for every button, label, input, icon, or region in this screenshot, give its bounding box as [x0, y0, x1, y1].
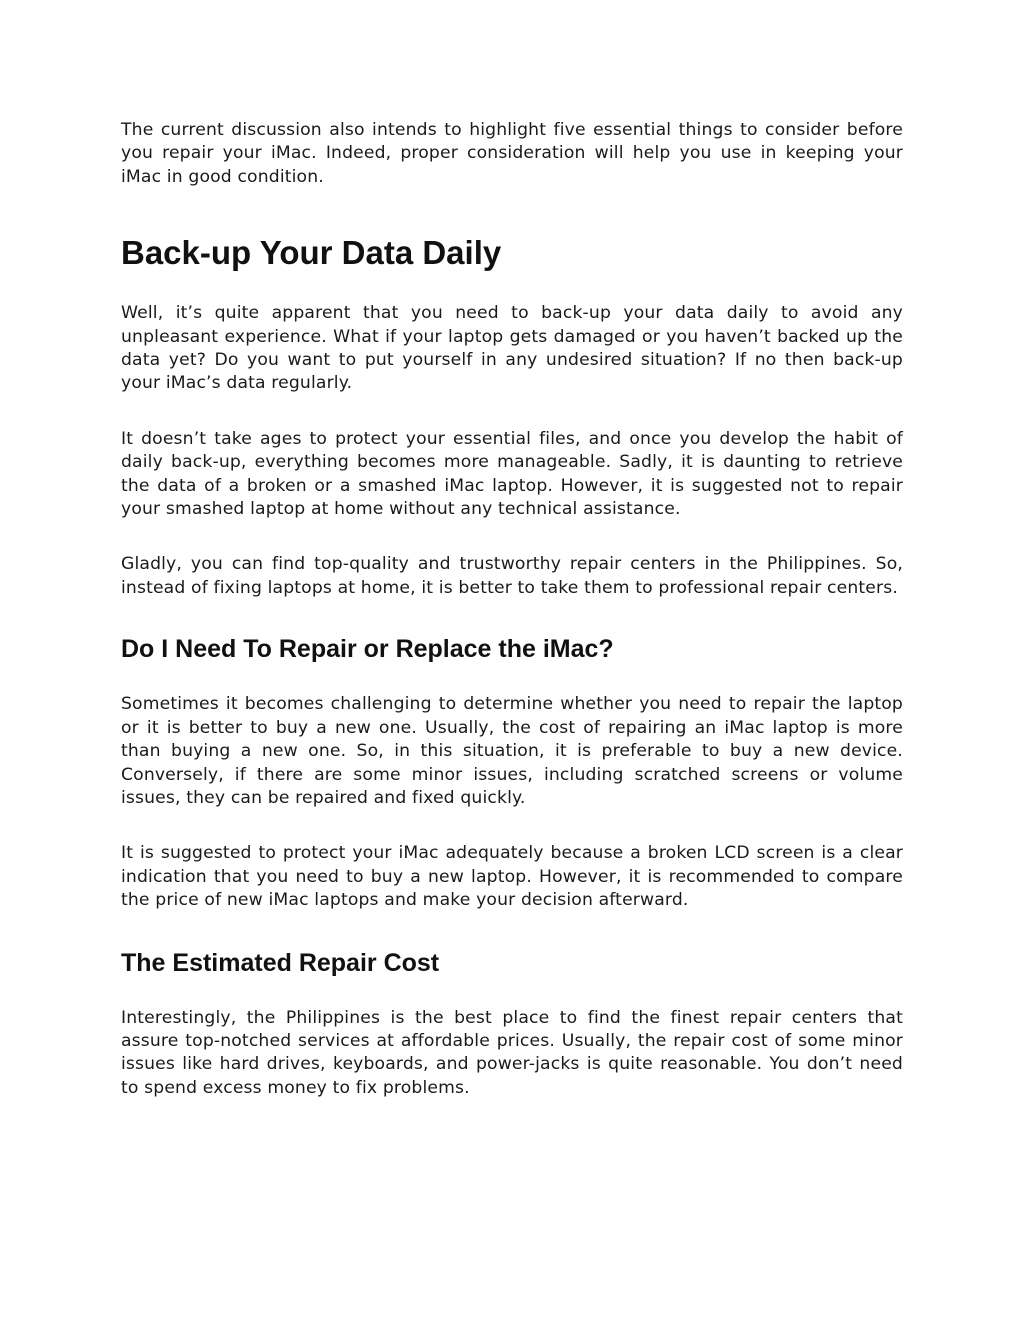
- section-heading-backup: Back-up Your Data Daily: [121, 234, 502, 272]
- intro-paragraph: The current discussion also intends to highlight five essential things to consider before you repair your iMac. Indeed, proper consideration will help you use in keeping your iMac in good condition.: [121, 120, 903, 187]
- backup-paragraph-1: Well, it’s quite apparent that you need to back-up your data daily to avoid any unpleasant experience. What if your laptop gets damaged or you haven’t backed up the data yet? Do you want to put yourself in any undesired situation? If no then back-up your iMac’s data regularly.: [121, 303, 903, 394]
- repair-paragraph-2: It is suggested to protect your iMac adequately because a broken LCD screen is a clear indication that you need to buy a new laptop. However, it is recommended to compare the price of new iMac laptops and make your decision afterward.: [121, 843, 903, 911]
- cost-paragraph-1: Interestingly, the Philippines is the best place to find the finest repair centers that assure top-notched services at affordable prices. Usually, the repair cost of some minor issues like hard drives, keyboards, and power-jacks is quite reasonable. You don’t need to spend excess money to fix problems.: [121, 1007, 903, 1098]
- section-heading-repair-cost: The Estimated Repair Cost: [121, 948, 440, 977]
- repair-paragraph-1: Sometimes it becomes challenging to determine whether you need to repair the laptop or it is better to buy a new one. Usually, the cost of repairing an iMac laptop is more than buying a new one. So, in this situation, it is preferable to buy a new device. Conversely, if there are some minor issues, including scratched screens or volume issues, they can be repaired and fixed quickly.: [121, 694, 903, 808]
- document-page: [121, 119, 903, 1100]
- backup-paragraph-2: It doesn’t take ages to protect your essential files, and once you develop the habit of daily back-up, everything becomes more manageable. Sadly, it is daunting to retrieve the data of a broken or a smashed iMac laptop. However, it is suggested not to repair your smashed laptop at home without any technical assistance.: [121, 428, 903, 520]
- backup-paragraph-3: Gladly, you can find top-quality and trustworthy repair centers in the Philippines. So, instead of fixing laptops at home, it is better to take them to professional repair centers.: [121, 554, 903, 598]
- section-heading-repair-or-replace: Do I Need To Repair or Replace the iMac?: [121, 635, 614, 664]
